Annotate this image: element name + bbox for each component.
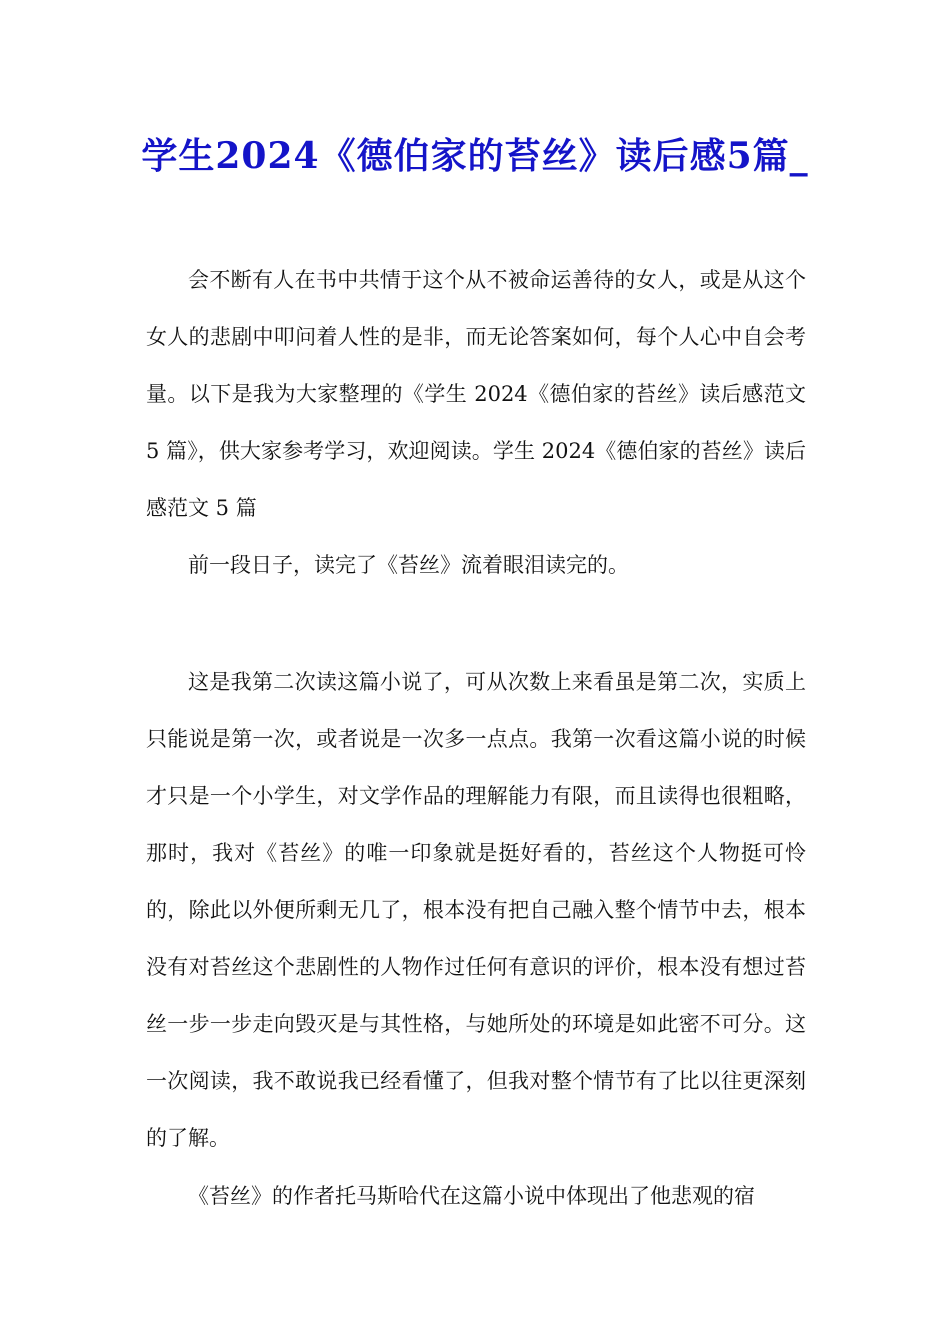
paragraph-intro: 会不断有人在书中共情于这个从不被命运善待的女人，或是从这个女人的悲剧中叩问着人性的是非，而无论答案如何，每个人心中自会考量。以下是我为大家整理的《学生 2024《德伯家的苔丝》读后感范文 5 篇》，供大家参考学习，欢迎阅读。学生 2024《德伯家的苔丝》读后感范文 5 篇 — [146, 268, 806, 520]
paragraph-4: 《苔丝》的作者托马斯哈代在这篇小说中体现出了他悲观的宿 — [188, 1184, 755, 1208]
document-title: 学生2024《德伯家的苔丝》读后感5篇_ — [141, 135, 809, 177]
paragraph-3: 这是我第二次读这篇小说了，可从次数上来看虽是第二次，实质上只能说是第一次，或者说是一次多一点点。我第一次看这篇小说的时候才只是一个小学生，对文学作品的理解能力有限，而且读得也很粗略，那时，我对《苔丝》的唯一印象就是挺好看的，苔丝这个人物挺可怜的，除此以外便所剩无几了，根本没有把自己融入整个情节中去，根本没有对苔丝这个悲剧性的人物作过任何有意识的评价，根本没有想过苔丝一步一步走向毁灭是与其性格，与她所处的环境是如此密不可分。这一次阅读，我不敢说我已经看懂了，但我对整个情节有了比以往更深刻的了解。 — [146, 670, 806, 1150]
paragraph-2: 前一段日子，读完了《苔丝》流着眼泪读完的。 — [188, 553, 629, 577]
